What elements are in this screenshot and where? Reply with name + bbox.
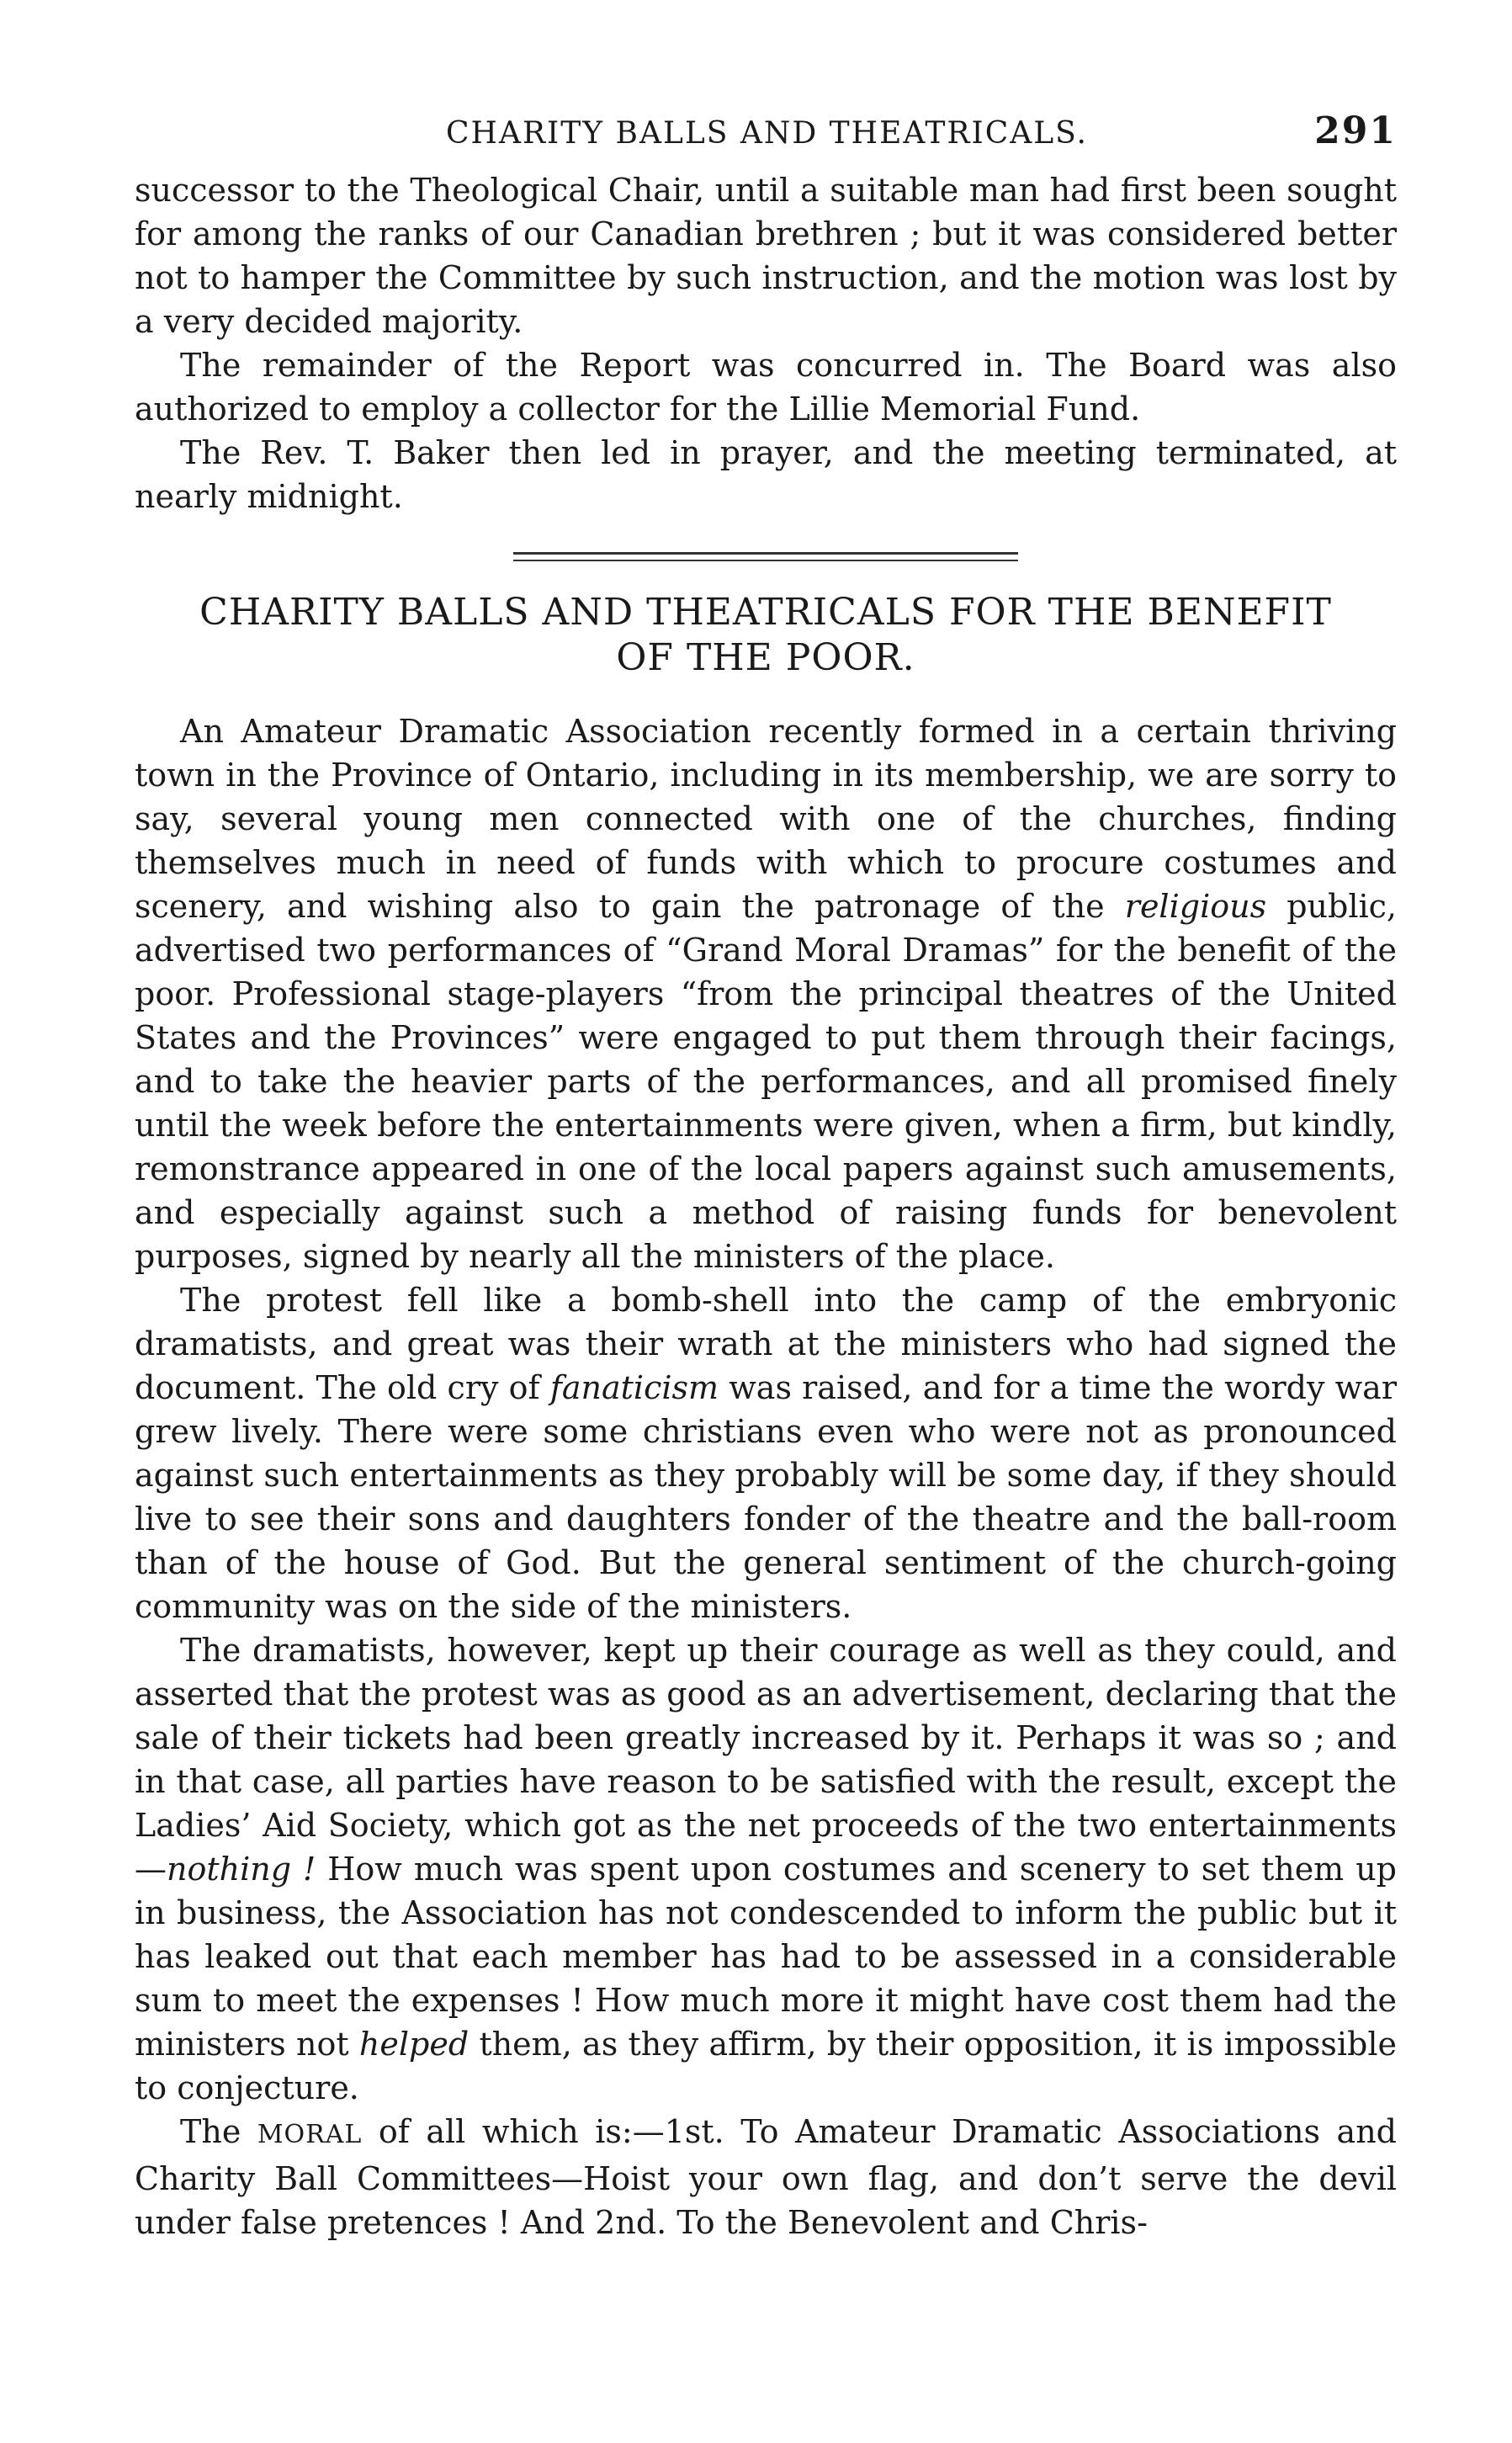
intro-paragraph-3: The Rev. T. Baker then led in prayer, and the meeting terminated, at nearly midnight.	[135, 434, 1397, 515]
article-paragraph-2-part-b: was raised, and for a time the wordy war grew lively. There were some christians even who were not as pronounced against such entertainments as they probably will be some day, if they should live to see their sons and daughters fonder of the theatre and the ball-room than of the house of God. But the general sentiment of the church-going community was on the side of the ministers.	[135, 1369, 1397, 1625]
document-page	[135, 109, 1397, 2244]
section-divider	[513, 552, 1018, 561]
article-paragraph-3-part-c: them, as they affirm, by their opposition, it is impossible to conjecture.	[135, 2026, 1397, 2106]
article-paragraph-4-part-b: of all which is:—1st. To Amateur Dramatic Associations and Charity Ball Committees—Hoist your own flag, and don’t serve the devil under false pretences ! And 2nd. To the Benevolent and Chris-	[135, 2113, 1398, 2241]
intro-paragraph-2: The remainder of the Report was concurred in. The Board was also authorized to employ a collector for the Lillie Memorial Fund.	[135, 347, 1397, 428]
article-paragraph-4-smallcaps: MORAL	[257, 2120, 363, 2149]
article-paragraph-2-emphasis: fanaticism	[549, 1369, 719, 1406]
running-head	[135, 109, 1397, 168]
article-paragraph-4-part-a: The	[180, 2113, 257, 2150]
intro-paragraph-1: successor to the Theological Chair, until a suitable man had first been sought for among the ranks of our Canadian brethren ; but it was considered better not to hamper the Committee by such instruction, and the motion was lost by a very decided majority.	[135, 172, 1397, 340]
article-paragraph-4	[135, 2110, 1397, 2244]
article-heading-line-2: OF THE POOR.	[616, 636, 915, 679]
article-paragraph-1-part-b: public, advertised two performances of “Grand Moral Dramas” for the benefit of the poor. Professional stage-players “from the principal theatres of the United States and the Provinces” were engaged to put them through their facings, and to take the heavier parts of the performances, and all promised finely until the week before the entertainments were given, when a firm, but kindly, remonstrance appeared in one of the local papers against such amusements, and especially against such a method of raising funds for benevolent purposes, signed by nearly all the ministers of the place.	[135, 888, 1397, 1275]
article-paragraph-3-emphasis-1: nothing !	[167, 1851, 316, 1888]
article-paragraph-3-part-b: How much was spent upon costumes and scenery to set them up in business, the Association has not condescended to inform the public but it has leaked out that each member has had to be assessed in a considerable sum to meet the expenses ! How much more it might have cost them had the ministers not	[135, 1851, 1397, 2063]
article-heading	[135, 590, 1397, 681]
article-paragraph-1	[135, 709, 1397, 1278]
article-paragraph-2-part-a: The protest fell like a bomb-shell into the camp of the embryonic dramatists, and great was their wrath at the ministers who had signed the document. The old cry of	[135, 1282, 1397, 1406]
article-heading-line-1: CHARITY BALLS AND THEATRICALS FOR THE BENEFIT	[199, 591, 1332, 634]
running-title: CHARITY BALLS AND THEATRICALS.	[446, 116, 1088, 151]
article-paragraph-3-part-a: The dramatists, however, kept up their courage as well as they could, and asserted that the protest was as good as an advertisement, declaring that the sale of their tickets had been greatly increased by it. Perhaps it was so ; and in that case, all parties have reason to be satisfied with the result, except the Ladies’ Aid Society, which got as the net proceeds of the two entertainments—	[135, 1632, 1397, 1888]
article-body	[135, 709, 1397, 2244]
article-paragraph-1-emphasis: religious	[1124, 888, 1267, 925]
article-paragraph-1-part-a: An Amateur Dramatic Association recently formed in a certain thriving town in the Province of Ontario, including in its membership, we are sorry to say, several young men connected with one of the churches, finding themselves much in need of funds with which to procure costumes and scenery, and wishing also to gain the patronage of the	[135, 713, 1397, 925]
article-paragraph-3	[135, 1628, 1397, 2110]
page-number: 291	[1314, 109, 1397, 152]
intro-section	[135, 168, 1397, 518]
article-paragraph-2	[135, 1278, 1397, 1628]
article-paragraph-3-emphasis-2: helped	[358, 2026, 470, 2063]
